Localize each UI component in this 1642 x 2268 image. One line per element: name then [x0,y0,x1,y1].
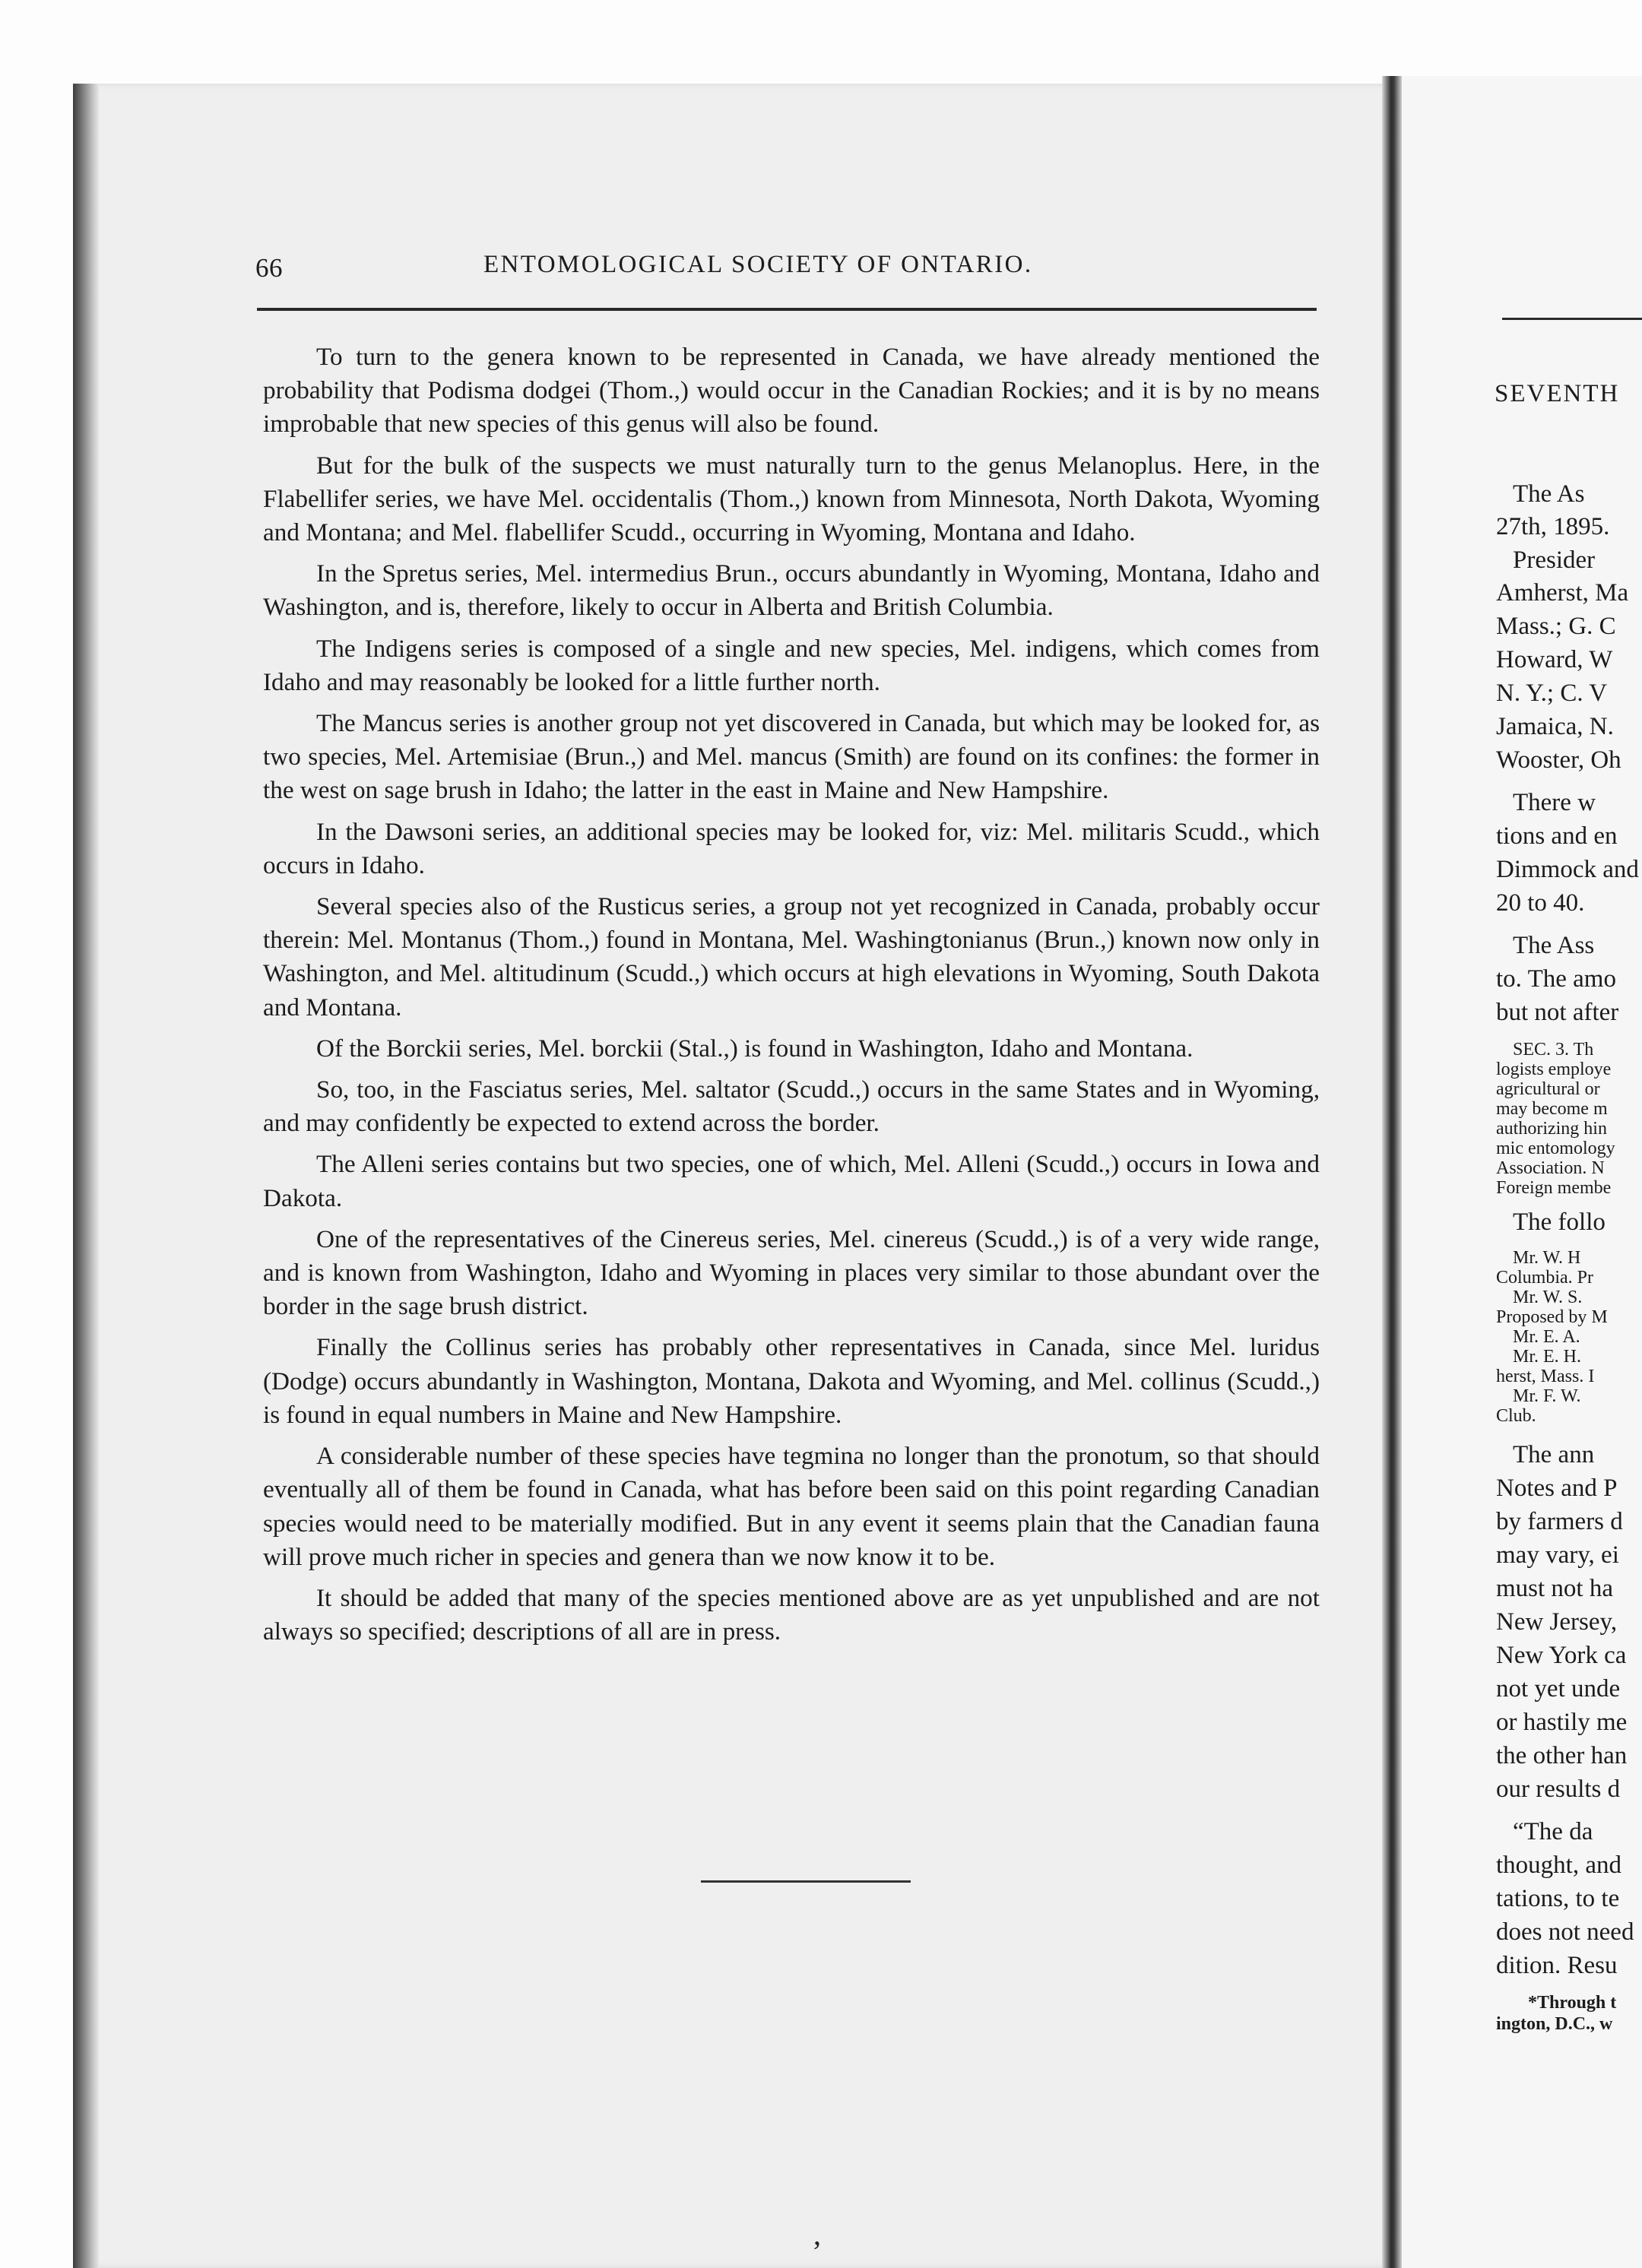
right-page-heading: SEVENTH [1495,380,1620,407]
right-line: New York ca [1496,1642,1627,1669]
right-line: tations, to te [1496,1885,1620,1912]
right-line: may vary, ei [1496,1541,1619,1569]
right-small-line: Mr. F. W. [1513,1386,1581,1406]
page-edge-shadow [73,84,99,2268]
right-small-line: Columbia. Pr [1496,1268,1594,1288]
scan-mark: ‚ [812,2217,823,2251]
right-line: by farmers d [1496,1508,1623,1535]
right-line: Amherst, Ma [1496,579,1629,607]
right-line: tions and en [1496,822,1618,850]
right-line: but not after [1496,999,1619,1026]
paragraph: One of the representatives of the Cinereus series, Mel. cinereus (Scudd.,) is of a very wide range, and is known from Washington, Idaho and Wyoming in places very similar to those abundant over the border in the sage brush district. [263,1224,1320,1321]
right-line: Wooster, Oh [1496,746,1621,774]
right-small-line: logists employe [1496,1060,1612,1079]
header-rule [257,308,1317,311]
right-line: not yet unde [1496,1675,1621,1703]
paragraph: Of the Borckii series, Mel. borckii (Stal.,) is found in Washington, Idaho and Montana. [316,1034,1193,1063]
right-small-line: Mr. E. H. [1513,1347,1581,1367]
right-small-line: Mr. W. S. [1513,1288,1583,1307]
paragraph: So, too, in the Fasciatus series, Mel. saltator (Scudd.,) occurs in the same States and in Wyoming, and may confidently be expected to extend across the border. [263,1075,1320,1138]
paragraph: It should be added that many of the species mentioned above are as yet unpublished and are not always so specified; descriptions of all are in press. [263,1583,1320,1646]
paragraph: A considerable number of these species have tegmina no longer than the pronotum, so that should eventually all of them be found in Canada, what has before been said on this point regarding Canadian species would need to be materially modified. But in any event it seems plain that the Canadian fauna will prove much richer in species and genera than we now know it to be. [263,1442,1320,1571]
right-line: Howard, W [1496,646,1613,673]
book-gutter [1382,76,1402,2268]
right-small-line: mic entomology [1496,1139,1615,1158]
right-line: “The da [1513,1818,1593,1845]
right-small-line: Association. N [1496,1158,1605,1178]
right-line: to. The amo [1496,965,1616,993]
body-text [263,341,1320,1656]
right-header-rule [1502,318,1642,320]
right-line: dition. Resu [1496,1952,1618,1979]
right-small-line: agricultural or [1496,1079,1600,1099]
right-line: Notes and P [1496,1475,1618,1502]
paragraph: To turn to the genera known to be represented in Canada, we have already mentioned the probability that Podisma dodgei (Thom.,) would occur in the Canadian Rockies; and it is by no means improbable that new species of this genus will also be found. [263,343,1320,439]
paragraph: In the Spretus series, Mel. intermedius Brun., occurs abundantly in Wyoming, Montana, Idaho and Washington, and is, therefore, likely to occur in Alberta and British Columbia. [263,559,1320,622]
right-line: thought, and [1496,1851,1621,1879]
right-small-line: authorizing hin [1496,1119,1607,1139]
right-line: Jamaica, N. [1496,713,1614,740]
paragraph: In the Dawsoni series, an additional species may be looked for, viz: Mel. militaris Scudd., which occurs in Idaho. [263,817,1320,879]
right-small-line: Club. [1496,1406,1536,1426]
right-small-line: SEC. 3. Th [1513,1040,1594,1060]
right-line: The ann [1513,1441,1595,1468]
paragraph: But for the bulk of the suspects we must naturally turn to the genus Melanoplus. Here, in the Flabellifer series, we have Mel. occidentalis (Thom.,) known from Minnesota, North Dakota, Wyoming and Montana; and Mel. flabellifer Scudd., occurring in Wyoming, Montana and Idaho. [263,451,1320,547]
right-line: or hastily me [1496,1709,1628,1736]
paragraph: Finally the Collinus series has probably other representatives in Canada, since Mel. luridus (Dodge) occurs abundantly in Washington, Montana, Dakota and Wyoming, and Mel. collinus (Scudd.,) is found in equal numbers in Maine and New Hampshire. [263,1333,1320,1429]
right-line: There w [1513,789,1596,816]
right-line: The As [1513,480,1585,508]
right-line: must not ha [1496,1575,1613,1602]
right-line: does not need [1496,1918,1634,1946]
paragraph: The Indigens series is composed of a single and new species, Mel. indigens, which comes from Idaho and may reasonably be looked for a little further north. [263,634,1320,696]
right-footnote-line: ington, D.C., w [1496,2014,1613,2034]
right-line: N. Y.; C. V [1496,679,1608,707]
right-small-line: herst, Mass. I [1496,1367,1595,1386]
section-end-rule [701,1880,911,1883]
right-line: The follo [1513,1208,1606,1236]
right-line: our results d [1496,1775,1621,1803]
running-head: ENTOMOLOGICAL SOCIETY OF ONTARIO. [483,251,1033,278]
right-small-line: Foreign membe [1496,1178,1612,1198]
right-small-line: Mr. E. A. [1513,1327,1580,1347]
paragraph: The Alleni series contains but two species, one of which, Mel. Alleni (Scudd.,) occurs in Iowa and Dakota. [263,1150,1320,1212]
right-small-line: Proposed by M [1496,1307,1608,1327]
paragraph: Several species also of the Rusticus series, a group not yet recognized in Canada, probably occur therein: Mel. Montanus (Thom.,) found in Montana, Mel. Washingtonianus (Brun.,) known now only in Washington, and Mel. altitudinum (Scudd.,) which occurs at high elevations in Wyoming, South Dakota and Montana. [263,892,1320,1022]
right-line: 27th, 1895. [1496,513,1610,540]
right-line: 20 to 40. [1496,889,1585,917]
right-line: Mass.; G. C [1496,613,1616,640]
page-number: 66 [255,253,283,283]
right-small-line: may become m [1496,1099,1608,1119]
right-small-line: Mr. W. H [1513,1248,1581,1268]
right-line: The Ass [1513,932,1595,959]
right-line: New Jersey, [1496,1608,1618,1636]
paragraph: The Mancus series is another group not yet discovered in Canada, but which may be looked for, as two species, Mel. Artemisiae (Brun.,) and Mel. mancus (Smith) are found on its confines: the former in the west on sage brush in Idaho; the latter in the east in Maine and New Hampshire. [263,709,1320,805]
right-footnote-line: *Through t [1528,1993,1617,2013]
right-line: Presider [1513,546,1596,574]
right-line: Dimmock and [1496,856,1639,883]
right-line: the other han [1496,1742,1628,1769]
